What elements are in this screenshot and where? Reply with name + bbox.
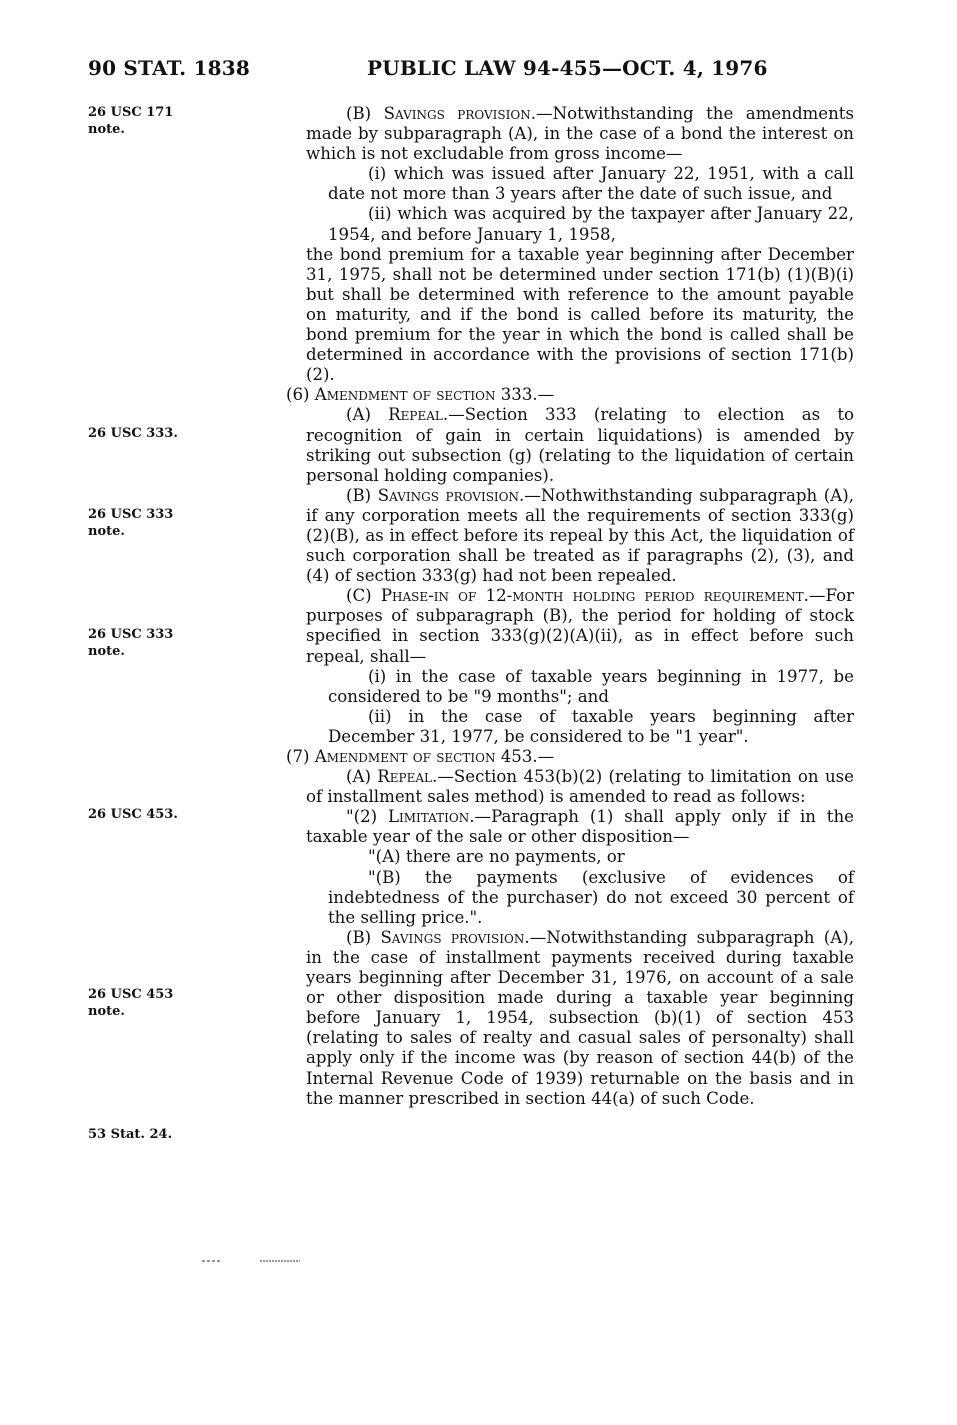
- statute-text: [286, 104, 854, 1109]
- margin-note: 26 USC 333 note.: [88, 627, 174, 659]
- quoted-clause-b: "(B) the payments (exclusive of evidences of indebtedness of the purchaser) do not exceed 30 percent of the selling price.".: [328, 867, 854, 927]
- quoted-paragraph-2: "(2) Limitation.—Paragraph (1) shall apply only if in the taxable year of the sale or other disposition—: [306, 807, 854, 847]
- clause-i: (i) which was issued after January 22, 1951, with a call date not more than 3 years after the date of such issue, and: [328, 164, 854, 204]
- paragraph-6a: (A) Repeal.—Section 333 (relating to election as to recognition of gain in certain liquidations) is amended by striking out subsection (g) (relating to the liquidation of certain personal holding companies).: [306, 405, 854, 485]
- margin-note: 26 USC 453.: [88, 807, 178, 822]
- margin-note: 26 USC 333.: [88, 426, 178, 441]
- subparagraph-b-savings: (B) Savings provision.—Notwithstanding the amendments made by subparagraph (A), in the case of a bond the interest on which is not excludable from gross income—: [306, 104, 854, 164]
- bond-premium-text: the bond premium for a taxable year beginning after December 31, 1975, shall not be determined under section 171(b) (1)(B)(i) but shall be determined with reference to the amount payable on maturity, and if the bond is called before its maturity, the bond premium for the year in which the bond is called shall be determined in accordance with the provisions of section 171(b)(2).: [306, 244, 854, 385]
- paragraph-6-heading: (6) Amendment of section 333.—: [286, 385, 555, 405]
- margin-note: 26 USC 453 note.: [88, 987, 174, 1019]
- quoted-clause-a: "(A) there are no payments, or: [368, 847, 625, 867]
- paragraph-7a: (A) Repeal.—Section 453(b)(2) (relating to limitation on use of installment sales method) is amended to read as follows:: [306, 767, 854, 807]
- paragraph-6c-ii: (ii) in the case of taxable years beginning after December 31, 1977, be considered to be "1 year".: [328, 706, 854, 746]
- paragraph-6c: (C) Phase-in of 12-month holding period requirement.—For purposes of subparagraph (B), the period for holding of stock specified in section 333(g)(2)(A)(ii), as in effect before such repeal, shall—: [306, 586, 854, 666]
- print-marks-decoration: [200, 1255, 320, 1267]
- page-title: PUBLIC LAW 94-455—OCT. 4, 1976: [367, 56, 768, 80]
- clause-ii: (ii) which was acquired by the taxpayer after January 22, 1954, and before January 1, 1958,: [328, 204, 854, 244]
- margin-note: 53 Stat. 24.: [88, 1127, 173, 1142]
- page-reference: 90 STAT. 1838: [88, 56, 250, 80]
- margin-note: 26 USC 333 note.: [88, 507, 174, 539]
- paragraph-7-heading: (7) Amendment of section 453.—: [286, 747, 555, 766]
- paragraph-7b: (B) Savings provision.—Notwithstanding subparagraph (A), in the case of installment payments received during taxable years beginning after December 31, 1976, on account of a sale or other disposition made during a taxable year beginning before January 1, 1954, subsection (b)(1) of section 453 (relating to sales of realty and casual sales of personalty) shall apply only if the income was (by reason of section 44(b) of the Internal Revenue Code of 1939) returnable on the basis and in the manner prescribed in section 44(a) of such Code.: [306, 927, 854, 1108]
- paragraph-6c-i: (i) in the case of taxable years beginning in 1977, be considered to be "9 months"; and: [328, 666, 854, 706]
- margin-note: 26 USC 171 note.: [88, 105, 174, 137]
- paragraph-6b: (B) Savings provision.—Nothwithstanding subparagraph (A), if any corporation meets all the requirements of section 333(g)(2)(B), as in effect before its repeal by this Act, the liquidation of such corporation shall be treated as if paragraphs (2), (3), and (4) of section 333(g) had not been repealed.: [306, 485, 854, 586]
